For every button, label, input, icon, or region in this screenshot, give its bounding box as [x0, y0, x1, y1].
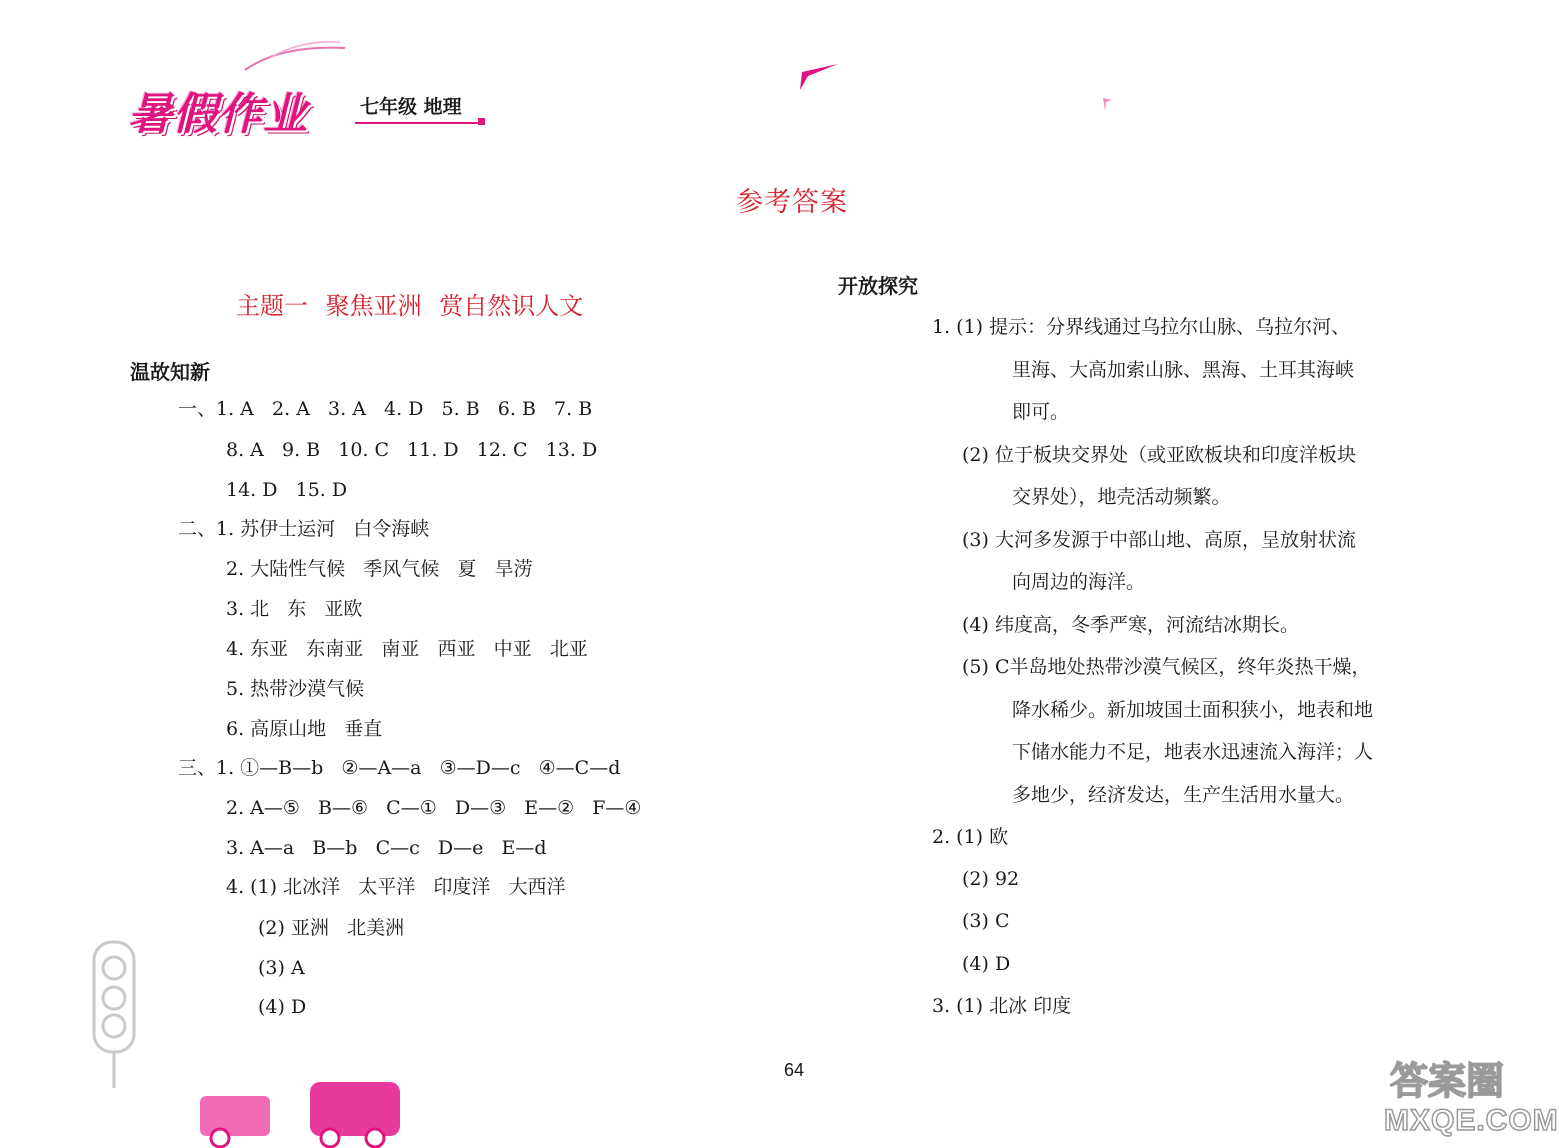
line-text: 1. ①—B—b ②—A—a ③—D—c ④—C—d [216, 757, 621, 779]
pink-brush-mark-icon [798, 62, 840, 92]
line-text: 3. 北 东 亚欧 [226, 598, 363, 620]
answer-line [226, 481, 347, 500]
answer-line: (4) D [962, 953, 1011, 975]
answer-line [226, 680, 364, 699]
answer-line: 2. (1) 欧 [932, 826, 1009, 848]
answer-line: 1. (1) 提示：分界线通过乌拉尔山脉、乌拉尔河、 [932, 316, 1351, 338]
line-text: (3) A [258, 957, 305, 979]
watermark-url: MXQE.COM [1384, 1104, 1559, 1137]
line-text: 2. A—⑤ B—⑥ C—① D—③ E—② F—④ [226, 797, 642, 819]
answer-line [178, 400, 592, 419]
line-text: 4. (1) 北冰洋 太平洋 印度洋 大西洋 [226, 876, 566, 898]
answer-line [226, 720, 382, 739]
answer-line [178, 759, 620, 778]
line-text: 2. 大陆性气候 季风气候 夏 旱涝 [226, 558, 533, 580]
pink-dot-mark-icon [1100, 96, 1114, 112]
line-marker: 三、 [178, 757, 217, 779]
answer-line [226, 441, 597, 460]
line-text: 4. 东亚 东南亚 南亚 西亚 中亚 北亚 [226, 638, 588, 660]
answer-line: 3. (1) 北冰 印度 [932, 995, 1072, 1017]
answer-line: 下储水能力不足，地表水迅速流入海洋；人 [1012, 741, 1374, 763]
answer-line [226, 560, 533, 579]
grade-subject-label: 七年级 地理 [360, 96, 462, 118]
answer-line: (2) 92 [962, 868, 1020, 890]
traffic-light-icon [88, 940, 140, 1090]
answer-line: (3) 大河多发源于中部山地、高原，呈放射状流 [962, 529, 1356, 551]
line-text: (4) D [258, 996, 307, 1018]
line-text: 14. D 15. D [226, 479, 348, 501]
answer-line [258, 959, 305, 978]
line-text: (2) 亚洲 北美洲 [258, 917, 405, 939]
answer-line [226, 600, 362, 619]
header-divider [355, 122, 483, 124]
line-text: 1. 苏伊士运河 白令海峡 [216, 518, 430, 540]
line-text: 3. A—a B—b C—c D—e E—d [226, 837, 547, 859]
line-text: 6. 高原山地 垂直 [226, 718, 383, 740]
answer-line: 即可。 [1012, 401, 1070, 423]
line-text: 5. 热带沙漠气候 [226, 678, 365, 700]
watermark-logo-text: 答案圈 [1390, 1059, 1505, 1103]
answer-line [226, 799, 641, 818]
line-marker: 一、 [178, 398, 217, 420]
line-text: 8. A 9. B 10. C 11. D 12. C 13. D [226, 439, 598, 461]
answer-line: (4) 纬度高，冬季严寒，河流结冰期长。 [962, 614, 1299, 636]
logo-swoosh-decoration [240, 40, 350, 80]
page-number: 64 [784, 1060, 805, 1080]
answer-line: (2) 位于板块交界处（或亚欧板块和印度洋板块 [962, 444, 1356, 466]
answer-line [226, 839, 547, 858]
section-heading-review: 温故知新 [130, 360, 210, 384]
answer-line: 交界处），地壳活动频繁。 [1012, 486, 1231, 508]
section-heading-explore: 开放探究 [838, 274, 918, 298]
header-divider-dot [478, 118, 485, 125]
book-logo: 暑假作业 [128, 89, 308, 140]
line-text: 1. A 2. A 3. A 4. D 5. B 6. B 7. B [216, 398, 593, 420]
answer-line: (5) C半岛地处热带沙漠气候区，终年炎热干燥， [962, 656, 1371, 678]
theme-title: 主题一 聚焦亚洲 赏自然识人文 [236, 292, 584, 320]
answer-line: 里海、大高加索山脉、黑海、土耳其海峡 [1012, 359, 1355, 381]
answer-line [178, 520, 429, 539]
answer-line [226, 878, 565, 897]
answer-line: (3) C [962, 910, 1010, 932]
answer-line: 向周边的海洋。 [1012, 571, 1146, 593]
answer-line [258, 998, 306, 1017]
answer-line [226, 640, 588, 659]
pink-vehicle-icon [190, 1078, 410, 1148]
answer-line: 降水稀少。新加坡国土面积狭小，地表和地 [1012, 699, 1374, 721]
page-title: 参考答案 [736, 187, 848, 218]
answer-line: 多地少，经济发达，生产生活用水量大。 [1012, 784, 1355, 806]
line-marker: 二、 [178, 518, 217, 540]
answer-line [258, 919, 404, 938]
